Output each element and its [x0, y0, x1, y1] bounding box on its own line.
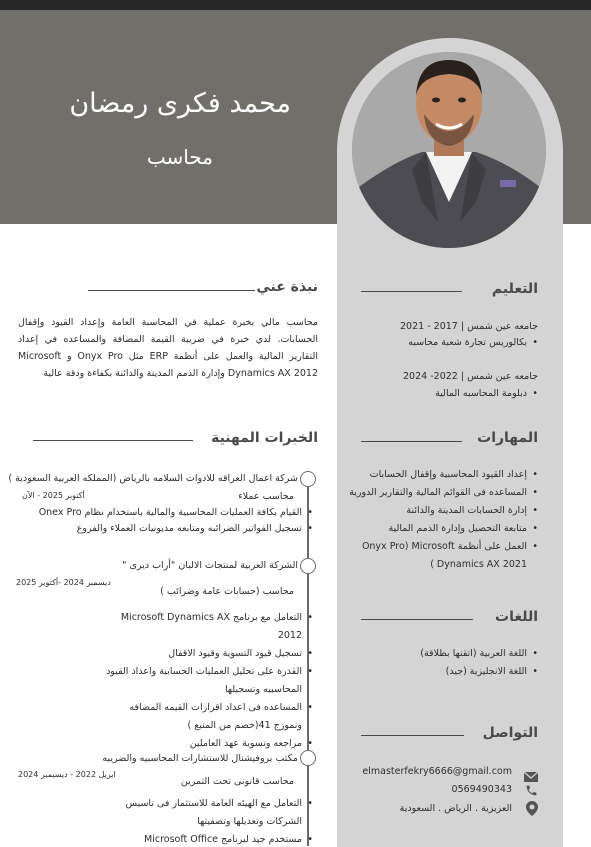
- skills-list: [338, 466, 538, 574]
- contact-phone: 0569490343: [451, 784, 512, 795]
- about-rule: [88, 290, 255, 291]
- profile-photo: [352, 52, 546, 248]
- education-degree: [358, 385, 538, 403]
- list-item: • التعامل مع برنامج Microsoft Dynamics AX 2012: [103, 609, 313, 645]
- job-title: محاسب: [146, 145, 213, 169]
- list-item: • إدارة الحسابات المدينة والدائنة: [338, 502, 538, 520]
- education-degree: [358, 334, 538, 352]
- experience-rule: [33, 440, 193, 441]
- job-company: مكتب بروفيشنال للاستشارات المحاسبيه والضريبه: [102, 753, 298, 764]
- top-bar: [0, 0, 591, 10]
- list-item: • مراجعه وتسوية عهد العاملين: [103, 735, 313, 753]
- about-heading: نبذة عني: [256, 279, 318, 295]
- phone-icon: [525, 782, 538, 801]
- skills-heading: المهارات: [477, 430, 538, 446]
- list-item: • اللغة الانجليزية (جيد): [338, 663, 538, 681]
- job-date: أكتوبر 2025 - الآن: [22, 491, 85, 500]
- list-item: • بكالوريس تجارة شعبة محاسبه: [358, 334, 538, 352]
- experience-heading: الخبرات المهنية: [211, 430, 318, 446]
- list-item: • تسجيل قيود التسوية وقيود الاقفال: [103, 645, 313, 663]
- list-item: • القيام بكافة العمليات المحاسبية والمالية باستخدام نظام Onex Pro: [23, 505, 313, 521]
- job-company: شركة اعمال العراقه للادوات السلامه بالرياض (المملكه العربية السعودية ): [8, 473, 298, 484]
- list-item: • العمل على أنظمة Onyx Pro) Microsoft Dynamics AX 2021 ): [338, 538, 538, 574]
- contact-email: elmasterfekry6666@gmail.com: [362, 766, 512, 777]
- languages-rule: [361, 619, 473, 620]
- languages-list: [338, 645, 538, 681]
- list-item: • دبلومة المحاسبه المالية: [358, 385, 538, 403]
- job-date: ديسمبر 2024 -أكتوبر 2025: [16, 578, 111, 587]
- languages-heading: اللغات: [495, 609, 538, 625]
- list-item: • اللغة العربية (اتقنها بطلاقة): [338, 645, 538, 663]
- list-item: • القدرة على تحليل العمليات الحسابية واعداد القيود المحاسبيه وتسجيلها: [103, 663, 313, 699]
- list-item: • تسجيل الفواتير الضرائبه ومتابعه مديونيات العملاء والفروع: [23, 521, 313, 537]
- list-item: • التعامل مع الهيئه العامة للاستثمار فى تاسيس الشركات وتعديلها وتصفيتها: [113, 795, 313, 831]
- job-role: محاسب قانونى تحت التمرين: [180, 776, 294, 787]
- list-item: • إعداد القيود المحاسبية وإقفال الحسابات: [338, 466, 538, 484]
- job-role: محاسب عملاء: [238, 491, 294, 502]
- list-item: • متابعة التحصيل وإدارة الذمم المالية: [338, 520, 538, 538]
- timeline-dot: [300, 471, 316, 487]
- job-role: محاسب (حسابات عامة وضرائب ): [160, 586, 294, 597]
- job-tasks: [113, 795, 313, 847]
- list-item: • المساعده فى القوائم المالية والتقارير الدورية: [338, 484, 538, 502]
- skills-rule: [361, 441, 462, 442]
- about-text: محاسب مالي بخبرة عملية في المحاسبة العامة وإعداد القيود وإقفال الحسابات. لدي خبرة في ضريبة القيمة المضافة والمساعده في إعداد التقارير المالية والعمل على أنظمة ERP مثل Onyx Pro و Microsoft Dynamics AX 2012 وإدارة الذمم المدينة والدائنة بكفاءة ودقة عالية: [18, 317, 318, 379]
- education-rule: [361, 291, 462, 292]
- contact-heading: التواصل: [482, 725, 538, 741]
- education-school: جامعه عين شمس | 2017 - 2021: [400, 321, 538, 332]
- education-school: جامعه عين شمس | 2022- 2024: [403, 371, 538, 382]
- job-tasks: [103, 609, 313, 753]
- contact-address: العزيزية . الرياض . السعودية: [399, 803, 512, 814]
- job-tasks: [23, 505, 313, 537]
- location-pin-icon: [526, 801, 538, 820]
- list-item: • مستخدم جيد لبرنامج Microsoft Office: [113, 831, 313, 847]
- person-name: محمد فكرى رمضان: [69, 88, 291, 119]
- education-heading: التعليم: [491, 281, 538, 297]
- job-company: الشركة العربية لمنتجات الالبان "أراب ديرى ": [122, 560, 298, 571]
- job-date: ابريل 2022 - ديسيمبر 2024: [18, 770, 116, 779]
- list-item: • المساعده فى اعداد اقرارات القيمه المضافه ونموزج 41(خصم من المنبع ): [103, 699, 313, 735]
- contact-rule: [361, 735, 464, 736]
- timeline-dot: [300, 558, 316, 574]
